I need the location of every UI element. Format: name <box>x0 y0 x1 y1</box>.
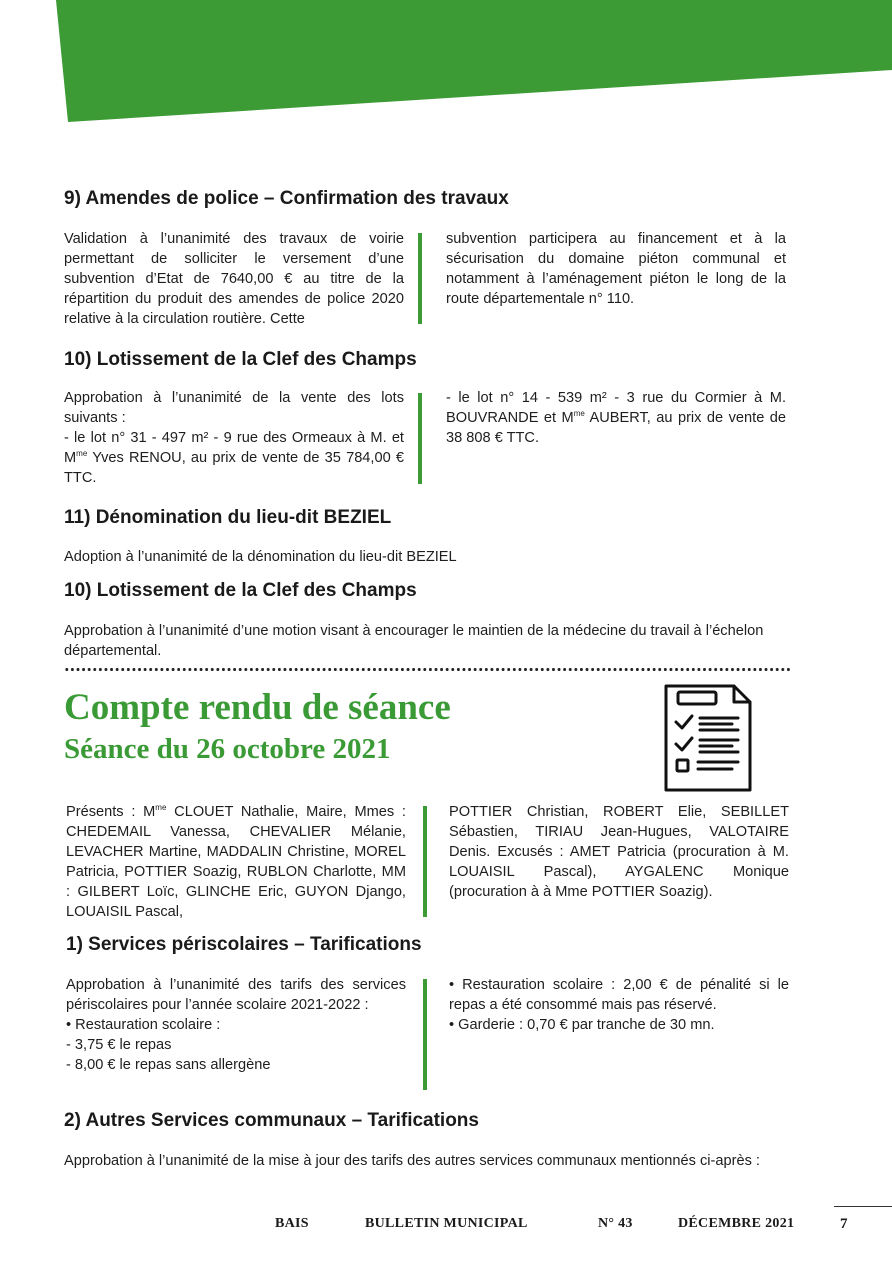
autres-services-heading: 2) Autres Services communaux – Tarifications <box>64 1110 479 1131</box>
compte-rendu-title: Compte rendu de séance <box>64 687 451 728</box>
column-divider <box>423 979 427 1090</box>
section-11-text: Adoption à l’unanimité de la dénomination du lieu-dit BEZIEL <box>64 549 457 565</box>
seance-date-subtitle: Séance du 26 octobre 2021 <box>64 733 391 765</box>
section-10b-heading: 10) Lotissement de la Clef des Champs <box>64 580 417 601</box>
section-10-right-text <box>446 388 786 448</box>
column-divider <box>418 393 422 484</box>
checklist-icon <box>662 682 754 794</box>
green-header-banner <box>0 0 892 125</box>
presents-right-text: POTTIER Christian, ROBERT Elie, SEBILLET Sébastien, TIRIAU Jean-Hugues, VALOTAIRE Denis. Excusés : AMET Patricia (procuration à M. LOUAISIL Pascal), AYGALENC Monique (procuration à à Mme POTTIER Soazig). <box>449 804 789 900</box>
section-10-intro: Approbation à l’unanimité de la vente des lots suivants : <box>64 390 404 426</box>
dotted-separator <box>64 667 790 672</box>
section-9-heading: 9) Amendes de police – Confirmation des travaux <box>64 188 509 209</box>
periscolaires-right-text: • Restauration scolaire : 2,00 € de pénalité si le repas a été consommé mais pas réservé. • Garderie : 0,70 € par tranche de 30 mn. <box>449 977 789 1033</box>
presents-left-text: Présents : $M^{me}$ CLOUET Nathalie, Maire, Mmes : CHEDEMAIL Vanessa, CHEVALIER Mélanie, LEVACHER Martine, MADDALIN Christine, MOREL Patricia, POTTIER Soazig, RUBLON Charlotte, MM : GILBERT Loïc, GLINCHE Eric, GUYON Django, LOUAISIL Pascal, <box>66 803 406 920</box>
section-10-heading: 10) Lotissement de la Clef des Champs <box>64 349 417 370</box>
section-9-left-text: Validation à l’unanimité des travaux de voirie permettant de solliciter le versement d’une subvention d’Etat de 7640,00 € au titre de la répartition du produit des amendes de police 2020 relative à la circulation routière. Cette <box>64 231 404 327</box>
footer-page-number: 7 <box>840 1216 848 1232</box>
column-divider <box>423 806 427 917</box>
autres-services-text: Approbation à l’unanimité de la mise à jour des tarifs des autres services communaux mentionnés ci-après : <box>64 1153 760 1169</box>
footer-issue: N° 43 <box>598 1216 633 1231</box>
footer-bulletin: BULLETIN MUNICIPAL <box>365 1216 528 1231</box>
section-10-left-text <box>64 388 404 488</box>
services-periscolaires-heading: 1) Services périscolaires – Tarifications <box>66 934 422 955</box>
section-9-right-text: subvention participera au financement et à la sécurisation du domaine piéton communal et notamment à l’aménagement piéton le long de la route départementale n° 110. <box>446 231 786 307</box>
section-10-lot-14: - le lot n° 14 - 539 m² - 3 rue du Cormier à M. BOUVRANDE et $M^{me}$ AUBERT, au prix de vente de 38 808 € TTC. <box>446 390 786 446</box>
periscolaires-left-text: Approbation à l’unanimité des tarifs des services périscolaires pour l’année scolaire 2021-2022 : • Restauration scolaire : - 3,75 € le repas - 8,00 € le repas sans allergène <box>66 977 406 1073</box>
footer-rule <box>834 1206 892 1207</box>
section-11-heading: 11) Dénomination du lieu-dit BEZIEL <box>64 507 392 528</box>
section-10-lot-31: - le lot n° 31 - 497 m² - 9 rue des Ormeaux à M. et $M^{me}$ Yves RENOU, au prix de vente de 35 784,00 € TTC. <box>64 430 404 486</box>
footer-town: BAIS <box>275 1216 309 1231</box>
section-10b-text: Approbation à l’unanimité d’une motion visant à encourager le maintien de la médecine du travail à l’échelon départemental. <box>64 623 764 659</box>
footer-date: DÉCEMBRE 2021 <box>678 1216 795 1231</box>
column-divider <box>418 233 422 324</box>
